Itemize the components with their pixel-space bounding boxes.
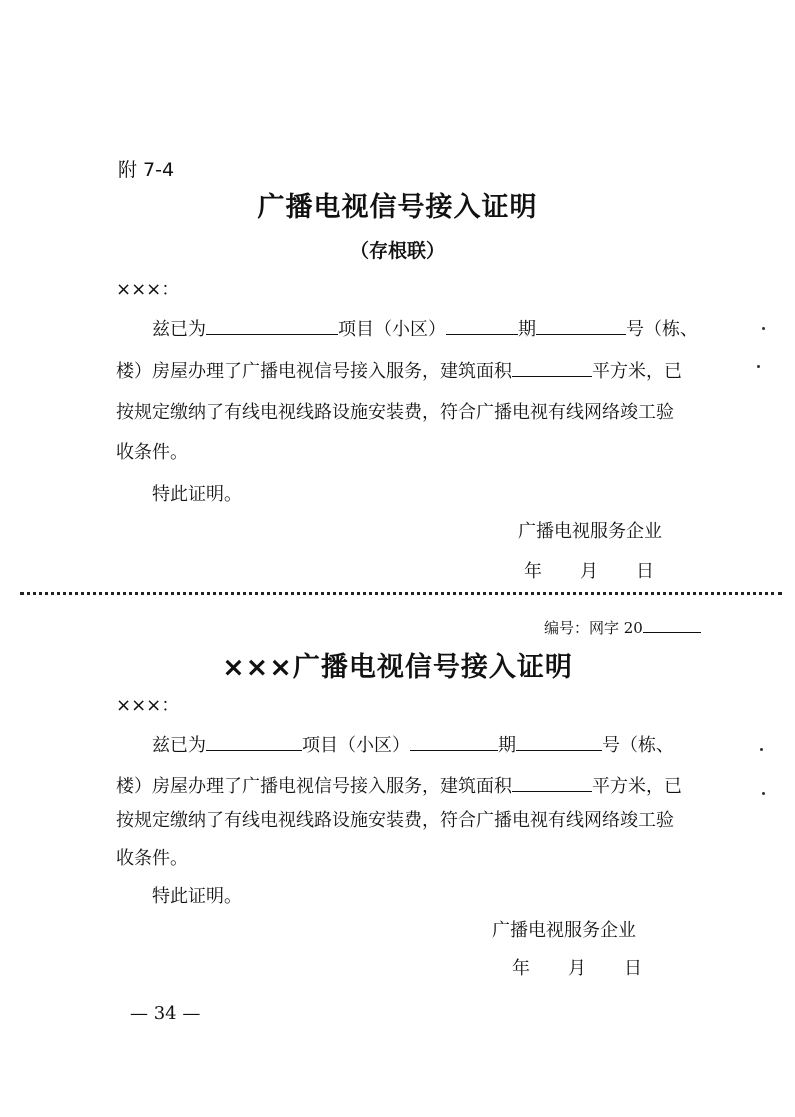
certificate-line-2-b: 平方米，已 bbox=[592, 776, 682, 797]
stub-title: 广播电视信号接入证明 bbox=[257, 192, 538, 223]
project-blank[interactable] bbox=[206, 318, 338, 335]
scan-mark bbox=[757, 365, 760, 368]
number-blank[interactable] bbox=[516, 734, 602, 751]
stub-date-month: 月 bbox=[580, 561, 598, 582]
serial-blank[interactable] bbox=[643, 618, 701, 633]
stub-line-3: 按规定缴纳了有线电视线路设施安装费，符合广播电视有线网络竣工验 bbox=[116, 402, 674, 423]
stub-date bbox=[524, 557, 654, 583]
certificate-line-2-a: 楼）房屋办理了广播电视信号接入服务，建筑面积 bbox=[116, 776, 512, 797]
certificate-issuer: 广播电视服务企业 bbox=[492, 920, 636, 941]
stub-line-1-b: 项目（小区） bbox=[338, 319, 446, 340]
project-blank[interactable] bbox=[206, 734, 302, 751]
certificate-date-month: 月 bbox=[568, 958, 586, 979]
stub-salutation: ×××： bbox=[116, 279, 180, 300]
scan-mark bbox=[760, 748, 763, 751]
page-number: — 34 — bbox=[130, 1003, 201, 1024]
stub-line-2 bbox=[116, 357, 682, 383]
scan-mark bbox=[762, 327, 765, 330]
serial-label: 编号：网字 20 bbox=[544, 619, 643, 637]
certificate-line-1-b: 项目（小区） bbox=[302, 735, 410, 756]
certificate-line-3: 按规定缴纳了有线电视线路设施安装费，符合广播电视有线网络竣工验 bbox=[116, 810, 674, 831]
area-blank[interactable] bbox=[512, 360, 592, 377]
certificate-line-4: 收条件。 bbox=[116, 848, 188, 869]
stub-line-2-b: 平方米，已 bbox=[592, 361, 682, 382]
certificate-closing: 特此证明。 bbox=[152, 886, 242, 907]
stub-line-1 bbox=[152, 315, 698, 341]
certificate-line-1-d: 号（栋、 bbox=[602, 735, 674, 756]
area-blank[interactable] bbox=[512, 775, 592, 792]
certificate-line-1-a: 兹已为 bbox=[152, 735, 206, 756]
certificate-salutation: ×××： bbox=[116, 695, 180, 716]
stub-line-1-c: 期 bbox=[518, 319, 536, 340]
stub-date-day: 日 bbox=[636, 561, 654, 582]
phase-blank[interactable] bbox=[410, 734, 498, 751]
scan-mark bbox=[762, 792, 765, 795]
serial-number bbox=[544, 617, 701, 638]
certificate-date-day: 日 bbox=[624, 958, 642, 979]
stub-subtitle: （存根联） bbox=[349, 240, 445, 262]
attachment-label: 附 7-4 bbox=[118, 159, 175, 181]
certificate-line-1-c: 期 bbox=[498, 735, 516, 756]
stub-line-4: 收条件。 bbox=[116, 442, 188, 463]
stub-line-1-d: 号（栋、 bbox=[626, 319, 698, 340]
stub-issuer: 广播电视服务企业 bbox=[518, 521, 662, 542]
phase-blank[interactable] bbox=[446, 318, 518, 335]
number-blank[interactable] bbox=[536, 318, 626, 335]
certificate-line-2 bbox=[116, 772, 682, 798]
certificate-title: ×××广播电视信号接入证明 bbox=[222, 652, 573, 683]
stub-date-year: 年 bbox=[524, 561, 542, 582]
certificate-line-1 bbox=[152, 731, 674, 757]
stub-line-1-a: 兹已为 bbox=[152, 319, 206, 340]
stub-closing: 特此证明。 bbox=[152, 484, 242, 505]
tear-line bbox=[20, 592, 782, 595]
certificate-date bbox=[512, 954, 642, 980]
certificate-date-year: 年 bbox=[512, 958, 530, 979]
stub-line-2-a: 楼）房屋办理了广播电视信号接入服务，建筑面积 bbox=[116, 361, 512, 382]
